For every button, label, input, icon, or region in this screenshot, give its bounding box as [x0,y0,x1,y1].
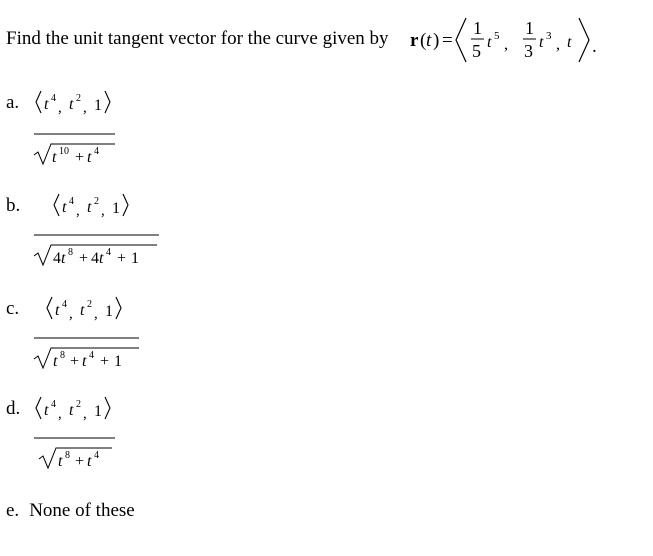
t-var: t [52,149,57,166]
coef: 4 [53,250,61,267]
comma: , [101,203,105,219]
equals-sign: = [442,30,453,51]
t-var: t [55,302,60,319]
exp: 8 [68,247,73,258]
coef: 4 [91,250,99,267]
exp: 4 [51,399,56,410]
sqrt-icon [34,348,139,368]
option-e [6,500,145,522]
option-d-label: d. [6,398,21,419]
t-var: t [82,353,87,370]
option-d-formula [32,394,142,478]
t-var: t [44,96,49,113]
t-var: t [539,34,544,51]
comma: , [94,306,98,322]
t-var: t [87,453,92,470]
t-var: t [69,96,74,113]
t-var: t [80,302,85,319]
exp: 4 [94,146,99,157]
angle-open-icon [36,397,41,419]
exp: 4 [62,299,67,310]
exp5: 5 [494,30,500,42]
comma: , [504,36,508,53]
exp: 4 [69,196,74,207]
question-text [6,28,389,50]
option-b-label: b. [6,195,21,216]
comma: , [556,36,560,53]
t-var: t [58,453,63,470]
period: . [592,36,597,57]
one: 1 [94,403,102,420]
t-var: t [69,402,74,419]
plus: + [79,250,89,267]
one: 1 [112,200,120,217]
t-var: t [44,402,49,419]
paren-open: ( [420,30,427,51]
angle-open-icon [36,91,41,113]
const: 1 [131,250,139,267]
exp: 2 [87,299,92,310]
comma: , [58,406,62,422]
frac1-num: 1 [473,18,482,38]
comma: , [83,406,87,422]
angle-open-icon [456,18,466,62]
t-var: t [567,34,572,51]
option-b-formula [32,191,172,275]
exp: 8 [65,450,70,461]
plus: + [75,453,85,470]
t-var: t [61,250,66,267]
exp: 4 [89,350,94,361]
question-vector-formula [408,14,638,66]
angle-open-icon [54,194,59,216]
exp: 2 [76,399,81,410]
t-var: t [487,34,492,51]
exp: 4 [106,247,111,258]
r-symbol: r [410,30,419,51]
t-var: t [87,149,92,166]
frac1-den: 5 [472,41,481,61]
option-e-text: None of these [29,500,135,521]
option-a-label: a. [6,92,20,113]
t-var: t [53,353,58,370]
question-prompt: Find the unit tangent vector for the curve given by [6,28,389,49]
plus: + [117,250,127,267]
plus: + [75,149,85,166]
t-var: t [87,199,92,216]
angle-close-icon [123,194,128,216]
t-var: t [99,250,104,267]
exp: 10 [59,146,69,157]
frac2-den: 3 [524,41,533,61]
exp3: 3 [546,30,552,42]
comma: , [76,203,80,219]
comma: , [69,306,73,322]
t-var: t [62,199,67,216]
one: 1 [105,303,113,320]
plus: + [70,353,80,370]
one: 1 [94,97,102,114]
exp: 4 [51,93,56,104]
frac2-num: 1 [525,18,534,38]
const: 1 [114,353,122,370]
plus: + [100,353,110,370]
angle-close-icon [105,397,110,419]
angle-close-icon [105,91,110,113]
exp: 2 [76,93,81,104]
angle-close-icon [579,18,589,62]
angle-close-icon [116,297,121,319]
option-a-formula [32,88,142,172]
option-c-formula [32,294,152,378]
exp: 2 [94,196,99,207]
t-var: t [426,30,432,51]
exp: 8 [60,350,65,361]
option-c-label: c. [6,298,20,319]
exp: 4 [94,450,99,461]
angle-open-icon [47,297,52,319]
comma: , [83,100,87,116]
comma: , [58,100,62,116]
option-e-label: e. [6,500,20,521]
paren-close: ) [433,30,440,51]
